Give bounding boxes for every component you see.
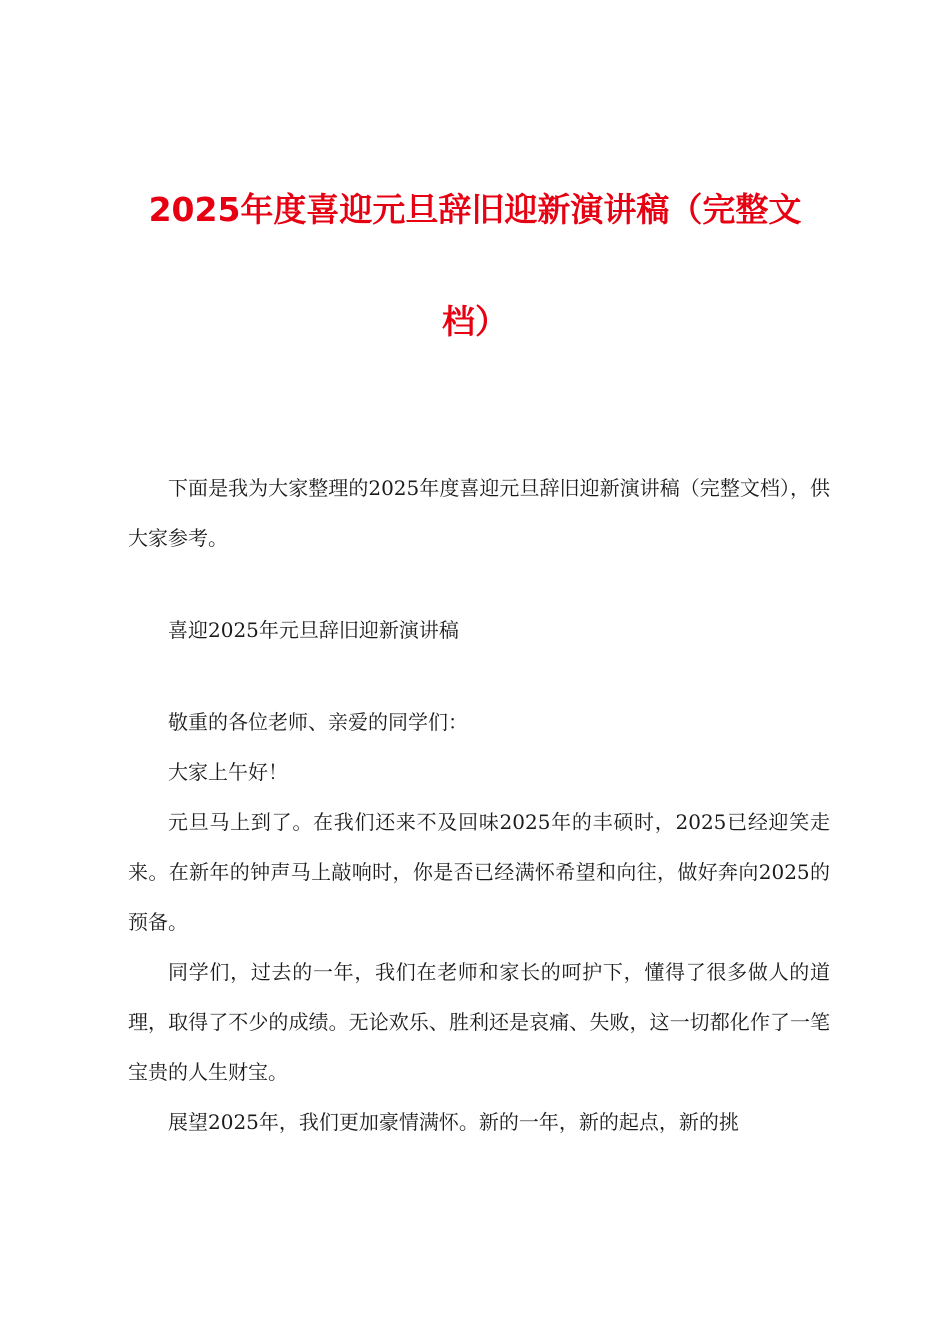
document-body: [128, 463, 830, 1147]
intro-paragraph: 下面是我为大家整理的2025年度喜迎元旦辞旧迎新演讲稿（完整文档），供大家参考。: [128, 476, 830, 550]
document-title: [120, 180, 830, 352]
body-paragraph-1: 元旦马上到了。在我们还来不及回味2025年的丰硕时，2025已经迎笑走来。在新年的钟声马上敲响时，你是否已经满怀希望和向往，做好奔向2025的预备。: [128, 810, 830, 934]
spacer: [128, 563, 830, 605]
salutation: 敬重的各位老师、亲爱的同学们：: [168, 710, 468, 734]
greeting: 大家上午好！: [168, 760, 288, 784]
body-paragraph-3: 展望2025年，我们更加豪情满怀。新的一年，新的起点，新的挑: [168, 1110, 739, 1134]
title-line-1: 2025年度喜迎元旦辞旧迎新演讲稿（完整文: [148, 190, 802, 229]
spacer: [128, 655, 830, 697]
body-paragraph-2: 同学们，过去的一年，我们在老师和家长的呵护下，懂得了很多做人的道理，取得了不少的成绩。无论欢乐、胜利还是哀痛、失败，这一切都化作了一笔宝贵的人生财宝。: [128, 960, 830, 1084]
speech-subtitle: 喜迎2025年元旦辞旧迎新演讲稿: [168, 618, 459, 642]
title-line-2: 档）: [442, 302, 508, 341]
